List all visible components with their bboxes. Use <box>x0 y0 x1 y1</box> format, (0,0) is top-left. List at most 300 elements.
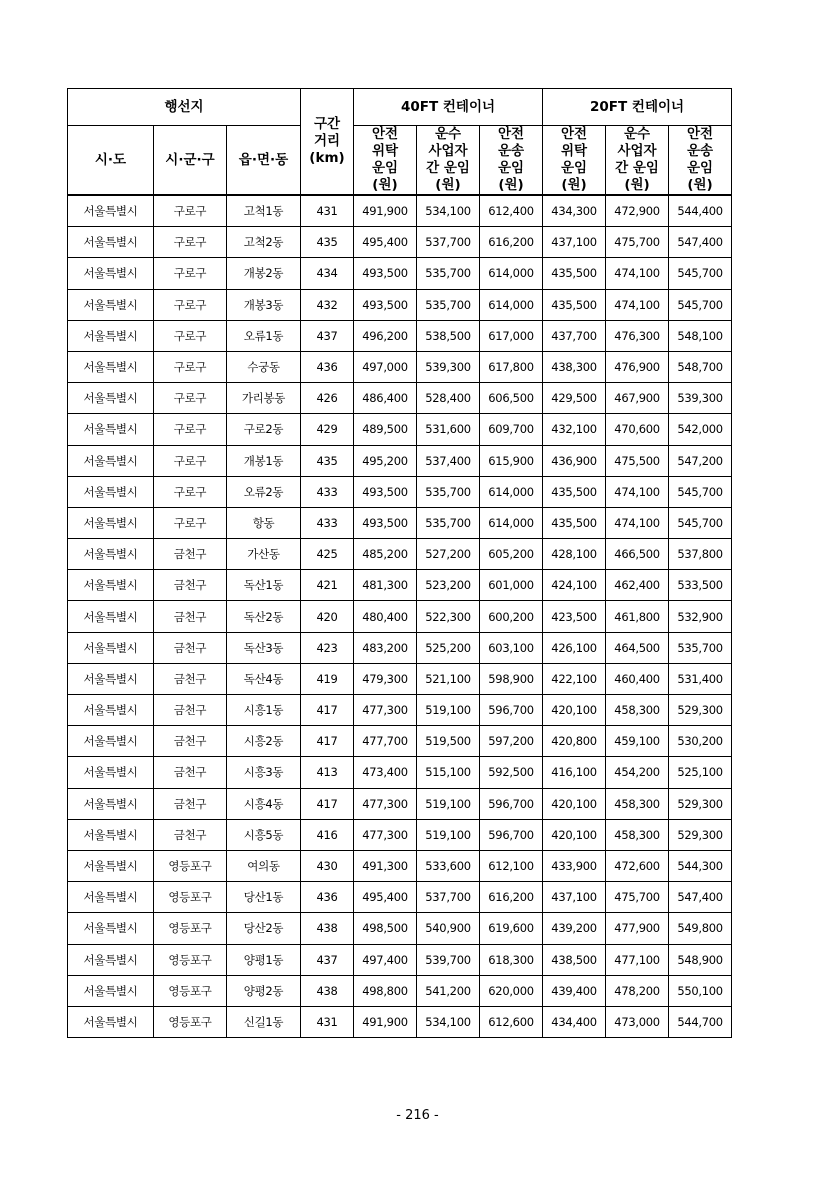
20ft-carrier-cell: 474,100 <box>606 289 669 320</box>
20ft-carrier-cell: 475,700 <box>606 882 669 913</box>
20ft-transport-cell: 545,700 <box>669 507 732 538</box>
table-row <box>68 975 732 1006</box>
40ft-consignment-cell: 489,500 <box>354 414 417 445</box>
40ft-carrier-cell: 519,100 <box>417 788 480 819</box>
40ft-consignment-cell: 491,300 <box>354 850 417 881</box>
20ft-transport-cell: 530,200 <box>669 726 732 757</box>
40ft-consignment-cell: 477,300 <box>354 695 417 726</box>
40ft-transport-cell: 614,000 <box>480 258 543 289</box>
sigungu-cell: 금천구 <box>154 570 227 601</box>
table-row <box>68 695 732 726</box>
40ft-consignment-cell: 495,400 <box>354 227 417 258</box>
eupmyeondong-cell: 수궁동 <box>227 351 301 382</box>
40ft-carrier-cell: 519,100 <box>417 819 480 850</box>
20ft-transport-cell: 529,300 <box>669 695 732 726</box>
40ft-transport-cell: 614,000 <box>480 507 543 538</box>
table-row <box>68 601 732 632</box>
20ft-carrier-cell: 454,200 <box>606 757 669 788</box>
40ft-transport-cell: 612,600 <box>480 1006 543 1037</box>
20ft-transport-cell: 544,400 <box>669 195 732 227</box>
distance-cell: 435 <box>301 445 354 476</box>
distance-cell: 433 <box>301 476 354 507</box>
20ft-transport-cell: 531,400 <box>669 663 732 694</box>
20ft-carrier-cell: 472,600 <box>606 850 669 881</box>
40ft-consignment-rate-header: 안전 위탁 운임 (원) <box>354 126 417 196</box>
40ft-carrier-cell: 534,100 <box>417 1006 480 1037</box>
40ft-consignment-cell: 477,300 <box>354 819 417 850</box>
sido-cell: 서울특별시 <box>68 570 154 601</box>
sido-cell: 서울특별시 <box>68 289 154 320</box>
40ft-carrier-cell: 528,400 <box>417 383 480 414</box>
20ft-carrier-cell: 458,300 <box>606 819 669 850</box>
40ft-transport-cell: 596,700 <box>480 788 543 819</box>
eupmyeondong-cell: 독산1동 <box>227 570 301 601</box>
40ft-transport-cell: 596,700 <box>480 695 543 726</box>
20ft-consignment-cell: 435,500 <box>543 258 606 289</box>
distance-cell: 416 <box>301 819 354 850</box>
distance-cell: 437 <box>301 944 354 975</box>
20ft-carrier-cell: 460,400 <box>606 663 669 694</box>
eupmyeondong-cell: 항동 <box>227 507 301 538</box>
table-row <box>68 570 732 601</box>
eupmyeondong-cell: 신길1동 <box>227 1006 301 1037</box>
eupmyeondong-cell: 당산1동 <box>227 882 301 913</box>
40ft-transport-cell: 614,000 <box>480 476 543 507</box>
distance-cell: 434 <box>301 258 354 289</box>
40ft-consignment-cell: 498,500 <box>354 913 417 944</box>
sigungu-cell: 금천구 <box>154 788 227 819</box>
table-row <box>68 1006 732 1037</box>
table-row <box>68 539 732 570</box>
sigungu-cell: 구로구 <box>154 227 227 258</box>
40ft-carrier-cell: 535,700 <box>417 258 480 289</box>
40ft-consignment-cell: 483,200 <box>354 632 417 663</box>
sigungu-cell: 금천구 <box>154 539 227 570</box>
40ft-transport-cell: 601,000 <box>480 570 543 601</box>
20ft-consignment-cell: 435,500 <box>543 507 606 538</box>
40ft-consignment-cell: 491,900 <box>354 1006 417 1037</box>
sigungu-cell: 금천구 <box>154 819 227 850</box>
sido-cell: 서울특별시 <box>68 351 154 382</box>
sido-cell: 서울특별시 <box>68 819 154 850</box>
sido-cell: 서울특별시 <box>68 695 154 726</box>
eupmyeondong-cell: 오류2동 <box>227 476 301 507</box>
distance-cell: 437 <box>301 320 354 351</box>
20ft-carrier-cell: 462,400 <box>606 570 669 601</box>
sigungu-cell: 영등포구 <box>154 913 227 944</box>
distance-cell: 417 <box>301 695 354 726</box>
20ft-transport-cell: 544,700 <box>669 1006 732 1037</box>
40ft-carrier-rate-header: 운수 사업자 간 운임 (원) <box>417 126 480 196</box>
distance-cell: 417 <box>301 788 354 819</box>
40ft-consignment-cell: 491,900 <box>354 195 417 227</box>
table-row <box>68 351 732 382</box>
40ft-carrier-cell: 537,700 <box>417 882 480 913</box>
sido-cell: 서울특별시 <box>68 445 154 476</box>
20ft-transport-cell: 549,800 <box>669 913 732 944</box>
eupmyeondong-cell: 개봉1동 <box>227 445 301 476</box>
eupmyeondong-cell: 고척2동 <box>227 227 301 258</box>
40ft-consignment-cell: 497,000 <box>354 351 417 382</box>
sigungu-cell: 구로구 <box>154 476 227 507</box>
40ft-carrier-cell: 515,100 <box>417 757 480 788</box>
table-row <box>68 258 732 289</box>
sigungu-header: 시·군·구 <box>154 126 227 196</box>
table-row <box>68 944 732 975</box>
20ft-consignment-cell: 439,400 <box>543 975 606 1006</box>
40ft-consignment-cell: 473,400 <box>354 757 417 788</box>
40ft-transport-cell: 615,900 <box>480 445 543 476</box>
40ft-transport-cell: 592,500 <box>480 757 543 788</box>
distance-cell: 429 <box>301 414 354 445</box>
eupmyeondong-cell: 구로2동 <box>227 414 301 445</box>
40ft-carrier-cell: 541,200 <box>417 975 480 1006</box>
40ft-consignment-cell: 495,400 <box>354 882 417 913</box>
20ft-transport-cell: 550,100 <box>669 975 732 1006</box>
20ft-carrier-cell: 474,100 <box>606 507 669 538</box>
distance-cell: 413 <box>301 757 354 788</box>
20ft-transport-cell: 535,700 <box>669 632 732 663</box>
distance-cell: 438 <box>301 975 354 1006</box>
20ft-consignment-cell: 438,300 <box>543 351 606 382</box>
sido-cell: 서울특별시 <box>68 757 154 788</box>
distance-header: 구간 거리 (km) <box>301 89 354 196</box>
page-number: - 216 - <box>396 1108 439 1123</box>
20ft-transport-cell: 544,300 <box>669 850 732 881</box>
40ft-carrier-cell: 527,200 <box>417 539 480 570</box>
destination-header: 행선지 <box>68 89 301 126</box>
eupmyeondong-cell: 시흥5동 <box>227 819 301 850</box>
sido-cell: 서울특별시 <box>68 663 154 694</box>
40ft-transport-cell: 600,200 <box>480 601 543 632</box>
sido-cell: 서울특별시 <box>68 882 154 913</box>
40ft-transport-cell: 612,100 <box>480 850 543 881</box>
distance-cell: 426 <box>301 383 354 414</box>
40ft-transport-cell: 603,100 <box>480 632 543 663</box>
eupmyeondong-cell: 독산3동 <box>227 632 301 663</box>
20ft-transport-cell: 533,500 <box>669 570 732 601</box>
40ft-carrier-cell: 535,700 <box>417 289 480 320</box>
sido-cell: 서울특별시 <box>68 258 154 289</box>
40ft-transport-cell: 616,200 <box>480 227 543 258</box>
20ft-transport-cell: 547,400 <box>669 882 732 913</box>
20ft-transport-cell: 525,100 <box>669 757 732 788</box>
40ft-carrier-cell: 539,300 <box>417 351 480 382</box>
distance-cell: 436 <box>301 351 354 382</box>
eupmyeondong-header: 읍·면·동 <box>227 126 301 196</box>
table-row <box>68 882 732 913</box>
table-row <box>68 663 732 694</box>
20ft-carrier-cell: 458,300 <box>606 788 669 819</box>
40ft-consignment-cell: 493,500 <box>354 507 417 538</box>
40ft-consignment-cell: 498,800 <box>354 975 417 1006</box>
40ft-consignment-cell: 493,500 <box>354 258 417 289</box>
table-row <box>68 850 732 881</box>
40ft-transport-cell: 617,000 <box>480 320 543 351</box>
eupmyeondong-cell: 오류1동 <box>227 320 301 351</box>
sigungu-cell: 구로구 <box>154 507 227 538</box>
eupmyeondong-cell: 시흥1동 <box>227 695 301 726</box>
table-row <box>68 819 732 850</box>
sido-cell: 서울특별시 <box>68 975 154 1006</box>
40ft-carrier-cell: 522,300 <box>417 601 480 632</box>
table-row <box>68 757 732 788</box>
40ft-carrier-cell: 521,100 <box>417 663 480 694</box>
distance-cell: 425 <box>301 539 354 570</box>
20ft-consignment-cell: 422,100 <box>543 663 606 694</box>
20ft-consignment-cell: 420,100 <box>543 819 606 850</box>
40ft-consignment-cell: 477,300 <box>354 788 417 819</box>
40ft-carrier-cell: 537,400 <box>417 445 480 476</box>
20ft-consignment-cell: 435,500 <box>543 289 606 320</box>
20ft-carrier-rate-header: 운수 사업자 간 운임 (원) <box>606 126 669 196</box>
40ft-carrier-cell: 533,600 <box>417 850 480 881</box>
table-row <box>68 913 732 944</box>
sido-cell: 서울특별시 <box>68 383 154 414</box>
sigungu-cell: 금천구 <box>154 757 227 788</box>
table-row <box>68 445 732 476</box>
sigungu-cell: 금천구 <box>154 632 227 663</box>
20ft-consignment-cell: 438,500 <box>543 944 606 975</box>
20ft-carrier-cell: 461,800 <box>606 601 669 632</box>
20ft-carrier-cell: 467,900 <box>606 383 669 414</box>
20ft-carrier-cell: 475,700 <box>606 227 669 258</box>
40ft-transport-cell: 597,200 <box>480 726 543 757</box>
sigungu-cell: 구로구 <box>154 383 227 414</box>
distance-cell: 435 <box>301 227 354 258</box>
sigungu-cell: 영등포구 <box>154 975 227 1006</box>
sido-cell: 서울특별시 <box>68 476 154 507</box>
sido-cell: 서울특별시 <box>68 850 154 881</box>
eupmyeondong-cell: 양평2동 <box>227 975 301 1006</box>
40ft-transport-cell: 606,500 <box>480 383 543 414</box>
40ft-transport-cell: 616,200 <box>480 882 543 913</box>
sigungu-cell: 금천구 <box>154 601 227 632</box>
20ft-consignment-cell: 423,500 <box>543 601 606 632</box>
20ft-consignment-rate-header: 안전 위탁 운임 (원) <box>543 126 606 196</box>
sido-cell: 서울특별시 <box>68 414 154 445</box>
sigungu-cell: 영등포구 <box>154 882 227 913</box>
20ft-transport-cell: 529,300 <box>669 819 732 850</box>
table-row <box>68 726 732 757</box>
40ft-carrier-cell: 519,500 <box>417 726 480 757</box>
40ft-consignment-cell: 480,400 <box>354 601 417 632</box>
40ft-consignment-cell: 486,400 <box>354 383 417 414</box>
40ft-carrier-cell: 537,700 <box>417 227 480 258</box>
eupmyeondong-cell: 독산4동 <box>227 663 301 694</box>
20ft-consignment-cell: 424,100 <box>543 570 606 601</box>
20ft-transport-cell: 547,200 <box>669 445 732 476</box>
20ft-consignment-cell: 426,100 <box>543 632 606 663</box>
40ft-transport-cell: 614,000 <box>480 289 543 320</box>
sido-cell: 서울특별시 <box>68 539 154 570</box>
20ft-carrier-cell: 470,600 <box>606 414 669 445</box>
20ft-consignment-cell: 434,300 <box>543 195 606 227</box>
eupmyeondong-cell: 고척1동 <box>227 195 301 227</box>
sido-cell: 서울특별시 <box>68 944 154 975</box>
20ft-carrier-cell: 477,100 <box>606 944 669 975</box>
sido-cell: 서울특별시 <box>68 632 154 663</box>
20ft-carrier-cell: 476,900 <box>606 351 669 382</box>
20ft-carrier-cell: 474,100 <box>606 476 669 507</box>
sido-header: 시·도 <box>68 126 154 196</box>
40ft-transport-cell: 598,900 <box>480 663 543 694</box>
20ft-consignment-cell: 437,700 <box>543 320 606 351</box>
sido-cell: 서울특별시 <box>68 913 154 944</box>
20ft-consignment-cell: 432,100 <box>543 414 606 445</box>
table-row <box>68 414 732 445</box>
40ft-transport-cell: 617,800 <box>480 351 543 382</box>
eupmyeondong-cell: 시흥3동 <box>227 757 301 788</box>
distance-cell: 432 <box>301 289 354 320</box>
20ft-carrier-cell: 459,100 <box>606 726 669 757</box>
eupmyeondong-cell: 시흥2동 <box>227 726 301 757</box>
40ft-consignment-cell: 493,500 <box>354 476 417 507</box>
20ft-carrier-cell: 466,500 <box>606 539 669 570</box>
40ft-carrier-cell: 534,100 <box>417 195 480 227</box>
40ft-carrier-cell: 535,700 <box>417 476 480 507</box>
eupmyeondong-cell: 개봉2동 <box>227 258 301 289</box>
sigungu-cell: 구로구 <box>154 445 227 476</box>
20ft-consignment-cell: 420,100 <box>543 695 606 726</box>
20ft-carrier-cell: 458,300 <box>606 695 669 726</box>
table-row <box>68 788 732 819</box>
sido-cell: 서울특별시 <box>68 507 154 538</box>
20ft-consignment-cell: 428,100 <box>543 539 606 570</box>
20ft-carrier-cell: 474,100 <box>606 258 669 289</box>
table-row <box>68 476 732 507</box>
sido-cell: 서울특별시 <box>68 1006 154 1037</box>
sigungu-cell: 영등포구 <box>154 850 227 881</box>
distance-cell: 420 <box>301 601 354 632</box>
40ft-consignment-cell: 485,200 <box>354 539 417 570</box>
container-20ft-header: 20FT 컨테이너 <box>543 89 732 126</box>
eupmyeondong-cell: 양평1동 <box>227 944 301 975</box>
eupmyeondong-cell: 여의동 <box>227 850 301 881</box>
40ft-consignment-cell: 493,500 <box>354 289 417 320</box>
sido-cell: 서울특별시 <box>68 320 154 351</box>
table-row <box>68 632 732 663</box>
40ft-consignment-cell: 496,200 <box>354 320 417 351</box>
40ft-carrier-cell: 525,200 <box>417 632 480 663</box>
20ft-carrier-cell: 464,500 <box>606 632 669 663</box>
sido-cell: 서울특별시 <box>68 788 154 819</box>
eupmyeondong-cell: 가산동 <box>227 539 301 570</box>
20ft-consignment-cell: 433,900 <box>543 850 606 881</box>
20ft-transport-cell: 532,900 <box>669 601 732 632</box>
40ft-carrier-cell: 539,700 <box>417 944 480 975</box>
20ft-consignment-cell: 437,100 <box>543 227 606 258</box>
sigungu-cell: 금천구 <box>154 726 227 757</box>
40ft-consignment-cell: 477,700 <box>354 726 417 757</box>
eupmyeondong-cell: 가리봉동 <box>227 383 301 414</box>
20ft-transport-cell: 545,700 <box>669 258 732 289</box>
eupmyeondong-cell: 당산2동 <box>227 913 301 944</box>
sido-cell: 서울특별시 <box>68 195 154 227</box>
freight-rate-table <box>67 88 732 1038</box>
40ft-carrier-cell: 540,900 <box>417 913 480 944</box>
sido-cell: 서울특별시 <box>68 227 154 258</box>
40ft-transport-rate-header: 안전 운송 운임 (원) <box>480 126 543 196</box>
table-body <box>68 195 732 1038</box>
40ft-consignment-cell: 497,400 <box>354 944 417 975</box>
20ft-transport-cell: 547,400 <box>669 227 732 258</box>
distance-cell: 436 <box>301 882 354 913</box>
distance-cell: 423 <box>301 632 354 663</box>
distance-cell: 431 <box>301 1006 354 1037</box>
40ft-transport-cell: 596,700 <box>480 819 543 850</box>
20ft-consignment-cell: 436,900 <box>543 445 606 476</box>
20ft-consignment-cell: 437,100 <box>543 882 606 913</box>
20ft-transport-cell: 529,300 <box>669 788 732 819</box>
20ft-transport-cell: 542,000 <box>669 414 732 445</box>
40ft-carrier-cell: 519,100 <box>417 695 480 726</box>
distance-cell: 417 <box>301 726 354 757</box>
40ft-carrier-cell: 523,200 <box>417 570 480 601</box>
sigungu-cell: 금천구 <box>154 663 227 694</box>
40ft-transport-cell: 618,300 <box>480 944 543 975</box>
40ft-carrier-cell: 531,600 <box>417 414 480 445</box>
20ft-transport-rate-header: 안전 운송 운임 (원) <box>669 126 732 196</box>
sigungu-cell: 금천구 <box>154 695 227 726</box>
distance-cell: 421 <box>301 570 354 601</box>
sigungu-cell: 구로구 <box>154 320 227 351</box>
20ft-consignment-cell: 416,100 <box>543 757 606 788</box>
20ft-consignment-cell: 429,500 <box>543 383 606 414</box>
40ft-transport-cell: 609,700 <box>480 414 543 445</box>
20ft-consignment-cell: 434,400 <box>543 1006 606 1037</box>
table-row <box>68 383 732 414</box>
sigungu-cell: 구로구 <box>154 258 227 289</box>
eupmyeondong-cell: 독산2동 <box>227 601 301 632</box>
40ft-carrier-cell: 535,700 <box>417 507 480 538</box>
40ft-consignment-cell: 479,300 <box>354 663 417 694</box>
20ft-consignment-cell: 439,200 <box>543 913 606 944</box>
sido-cell: 서울특별시 <box>68 601 154 632</box>
distance-cell: 430 <box>301 850 354 881</box>
table-row <box>68 507 732 538</box>
20ft-carrier-cell: 477,900 <box>606 913 669 944</box>
sigungu-cell: 영등포구 <box>154 944 227 975</box>
20ft-consignment-cell: 435,500 <box>543 476 606 507</box>
20ft-transport-cell: 537,800 <box>669 539 732 570</box>
sigungu-cell: 구로구 <box>154 289 227 320</box>
20ft-transport-cell: 545,700 <box>669 289 732 320</box>
sigungu-cell: 구로구 <box>154 351 227 382</box>
20ft-consignment-cell: 420,100 <box>543 788 606 819</box>
20ft-carrier-cell: 476,300 <box>606 320 669 351</box>
20ft-carrier-cell: 473,000 <box>606 1006 669 1037</box>
eupmyeondong-cell: 시흥4동 <box>227 788 301 819</box>
40ft-transport-cell: 620,000 <box>480 975 543 1006</box>
sido-cell: 서울특별시 <box>68 726 154 757</box>
eupmyeondong-cell: 개봉3동 <box>227 289 301 320</box>
20ft-carrier-cell: 475,500 <box>606 445 669 476</box>
distance-cell: 431 <box>301 195 354 227</box>
table-row <box>68 195 732 227</box>
40ft-transport-cell: 619,600 <box>480 913 543 944</box>
sigungu-cell: 구로구 <box>154 414 227 445</box>
20ft-carrier-cell: 478,200 <box>606 975 669 1006</box>
sigungu-cell: 영등포구 <box>154 1006 227 1037</box>
20ft-transport-cell: 548,700 <box>669 351 732 382</box>
20ft-transport-cell: 548,100 <box>669 320 732 351</box>
container-40ft-header: 40FT 컨테이너 <box>354 89 543 126</box>
40ft-consignment-cell: 481,300 <box>354 570 417 601</box>
table-row <box>68 289 732 320</box>
20ft-transport-cell: 545,700 <box>669 476 732 507</box>
distance-cell: 419 <box>301 663 354 694</box>
